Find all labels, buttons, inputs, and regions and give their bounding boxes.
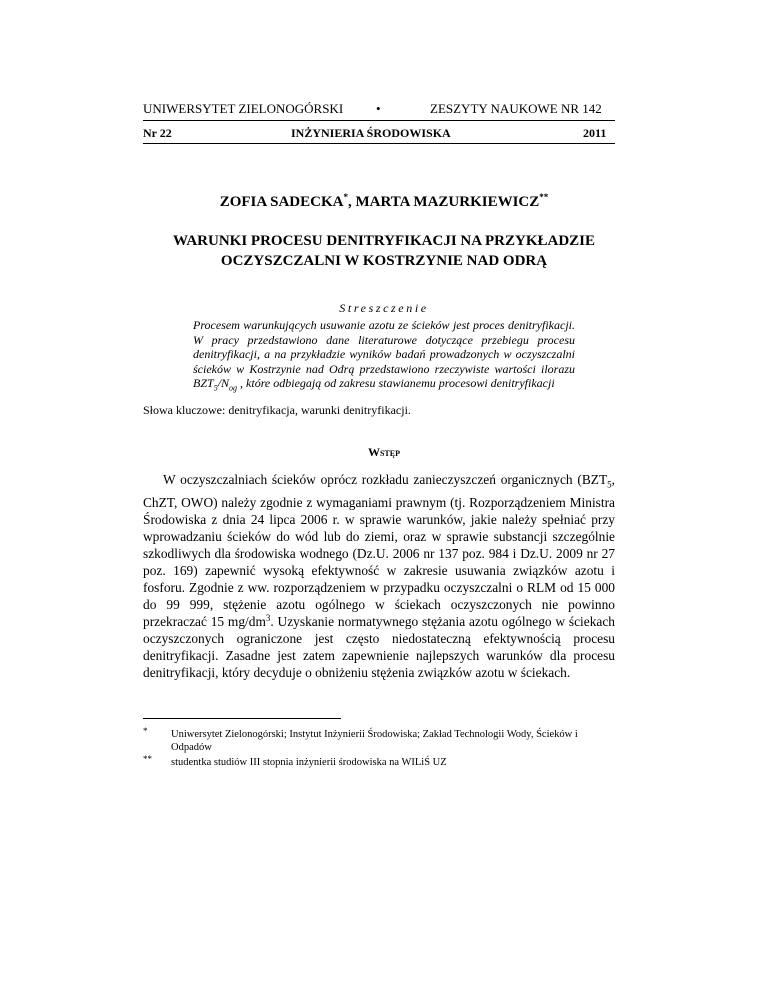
title-line-2: OCZYSZCZALNI W KOSTRZYNIE NAD ODRĄ [220, 253, 548, 269]
body-text-2: , ChZT, OWO) należy zgodnie z wymaganiami prawnym (tj. Rozporządzeniem Ministra Środowiska z dnia 24 lipca 2006 r. w sprawie warunków, jakie należy spełniać przy wprowadzaniu ścieków do wód lub do ziemi, oraz w sprawie substancji szczególnie szkodliwych dla środowiska wodnego (Dz.U. 2006 nr 137 poz. 984 i Dz.U. 2009 nr 27 poz. 169) zapewnić wysoką efektywność w zakresie usuwania związków azotu i fosforu. Zgodnie z ww. rozporządzeniem w przypadku oczyszczalni o RLM od 15 000 do 99 999, stężenie azotu ogólnego w ściekach oczyszczonych nie powinno przekraczać 15 mg/dm [143, 472, 615, 629]
keywords: Słowa kluczowe: denitryfikacja, warunki denitryfikacji. [143, 403, 411, 417]
footnote-1-text: Uniwersytet Zielonogórski; Instytut Inżynierii Środowiska; Zakład Technologii Wody, Ścieków i Odpadów [171, 729, 578, 753]
footnote-2-mark: ** [143, 754, 152, 764]
footnote-rule [143, 718, 341, 719]
author-1-mark: * [343, 192, 348, 202]
author-1: ZOFIA SADECKA [219, 194, 344, 210]
header-year: 2011 [583, 126, 607, 140]
body-sup-2: 3 [265, 612, 271, 623]
section-heading: Wstęp [367, 445, 400, 459]
abstract-sub-b: og [229, 383, 238, 393]
header-issue: Nr 22 [143, 126, 172, 140]
abstract-text-b: /N [217, 376, 230, 390]
header-separator: • [376, 101, 381, 116]
body-text [143, 471, 615, 681]
body-text-3: . Uzyskanie normatywnego stężania azotu ogólnego w ściekach oczyszczonych ograniczone jest często niedostateczną efektywnością procesu denitryfikacji. Zasadne jest zatem zapewnienie najlepszych warunków dla procesu denitryfikacji, który decyduje o obniżeniu stężenia związków azotu w ściekach. [143, 613, 616, 680]
author-separator: , [347, 194, 356, 210]
footnote-1-mark: * [143, 726, 148, 736]
paper-title [0, 231, 768, 271]
header-rule-top [143, 120, 615, 121]
author-2-mark: ** [539, 192, 549, 202]
header-university: UNIWERSYTET ZIELONOGÓRSKI [143, 101, 344, 116]
abstract-sub-a: 5 [213, 383, 218, 393]
header-rule-bottom [143, 143, 615, 144]
body-text-1: W oczyszczalniach ścieków oprócz rozkładu zanieczyszczeń organicznych (BZT [163, 472, 608, 487]
abstract-text-a: Procesem warunkujących usuwanie azotu ze ścieków jest proces denitryfikacji. W pracy przedstawiono dane literaturowe dotyczące przebiegu procesu denitryfikacji, a na przykładzie wyników badań prowadzonych w oczyszczalni ścieków w Kostrzynie nad Odrą przedstawiono rzeczywiste wartości ilorazu BZT [193, 318, 575, 390]
title-line-1: WARUNKI PROCESU DENITRYFIKACJI NA PRZYKŁADZIE [172, 233, 596, 249]
author-2: MARTA MAZURKIEWICZ [355, 194, 540, 210]
header-series: INŻYNIERIA ŚRODOWISKA [291, 126, 451, 140]
body-paragraph [143, 471, 615, 681]
header-journal: ZESZYTY NAUKOWE NR 142 [430, 101, 602, 116]
footnote-2-text: studentka studiów III stopnia inżynierii środowiska na WILiŚ UZ [171, 757, 447, 768]
authors [0, 192, 768, 211]
abstract-heading: Streszczenie [339, 301, 429, 315]
footnote-2 [143, 756, 615, 769]
footnote-1 [143, 728, 615, 754]
abstract-body [193, 318, 575, 396]
body-sub-1: 5 [607, 479, 612, 490]
abstract-text-c: , które odbiegają od zakresu stawianemu procesowi denitryfikacji [237, 376, 555, 390]
